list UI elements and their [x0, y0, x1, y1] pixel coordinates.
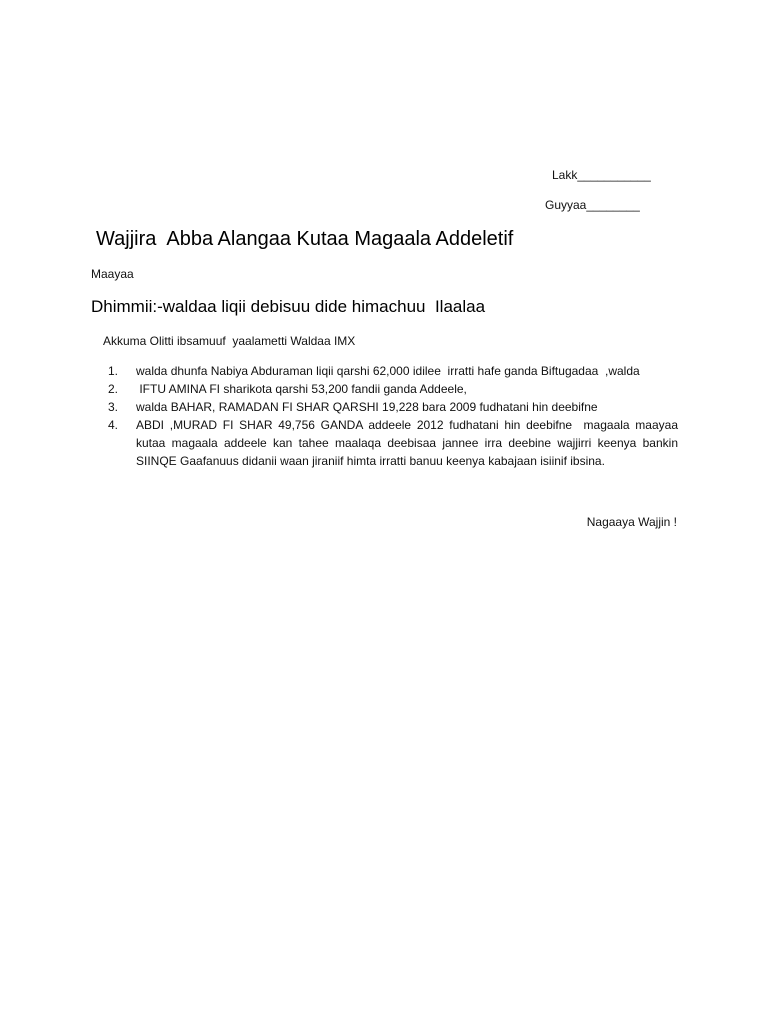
recipient-heading: Wajjira Abba Alangaa Kutaa Magaala Addeletif: [96, 228, 514, 250]
closing-signoff: Nagaaya Wajjin !: [586, 515, 677, 529]
reference-number-line: Lakk___________: [552, 168, 651, 182]
list-item: [108, 380, 678, 398]
list-item-text: walda dhunfa Nabiya Abduraman liqii qarshi 62,000 idilee irratti hafe ganda Biftugadaa ,walda: [136, 364, 640, 378]
list-item: [108, 416, 682, 470]
debtor-list: [108, 362, 682, 470]
list-item-text: walda BAHAR, RAMADAN FI SHAR QARSHI 19,228 bara 2009 fudhatani hin deebifne: [136, 400, 598, 414]
list-item: [108, 362, 678, 380]
subject-line: Dhimmii:-waldaa liqii debisuu dide himachuu Ilaalaa: [91, 297, 486, 316]
list-item-text: ABDI ,MURAD FI SHAR 49,756 GANDA addeele 2012 fudhatani hin deebifne magaala maayaa kutaa magaala addeele kan tahee maalaqa deebisaa jannee irra deebine wajjirri keenya bankin SIINQE Gaafanuus didanii waan jiraniif himta irratti banuu keenya kabajaan isiinif ibsina.: [136, 418, 682, 468]
list-item: [108, 398, 678, 416]
list-item-number: 2.: [108, 382, 119, 396]
recipient-location: Maayaa: [91, 267, 134, 281]
list-item-text: IFTU AMINA FI sharikota qarshi 53,200 fandii ganda Addeele,: [136, 382, 467, 396]
list-item-number: 1.: [108, 364, 119, 378]
list-item-number: 4.: [108, 418, 119, 432]
date-line: Guyyaa________: [545, 198, 640, 212]
list-item-number: 3.: [108, 400, 119, 414]
intro-paragraph: Akkuma Olitti ibsamuuf yaalametti Waldaa IMX: [103, 334, 356, 348]
